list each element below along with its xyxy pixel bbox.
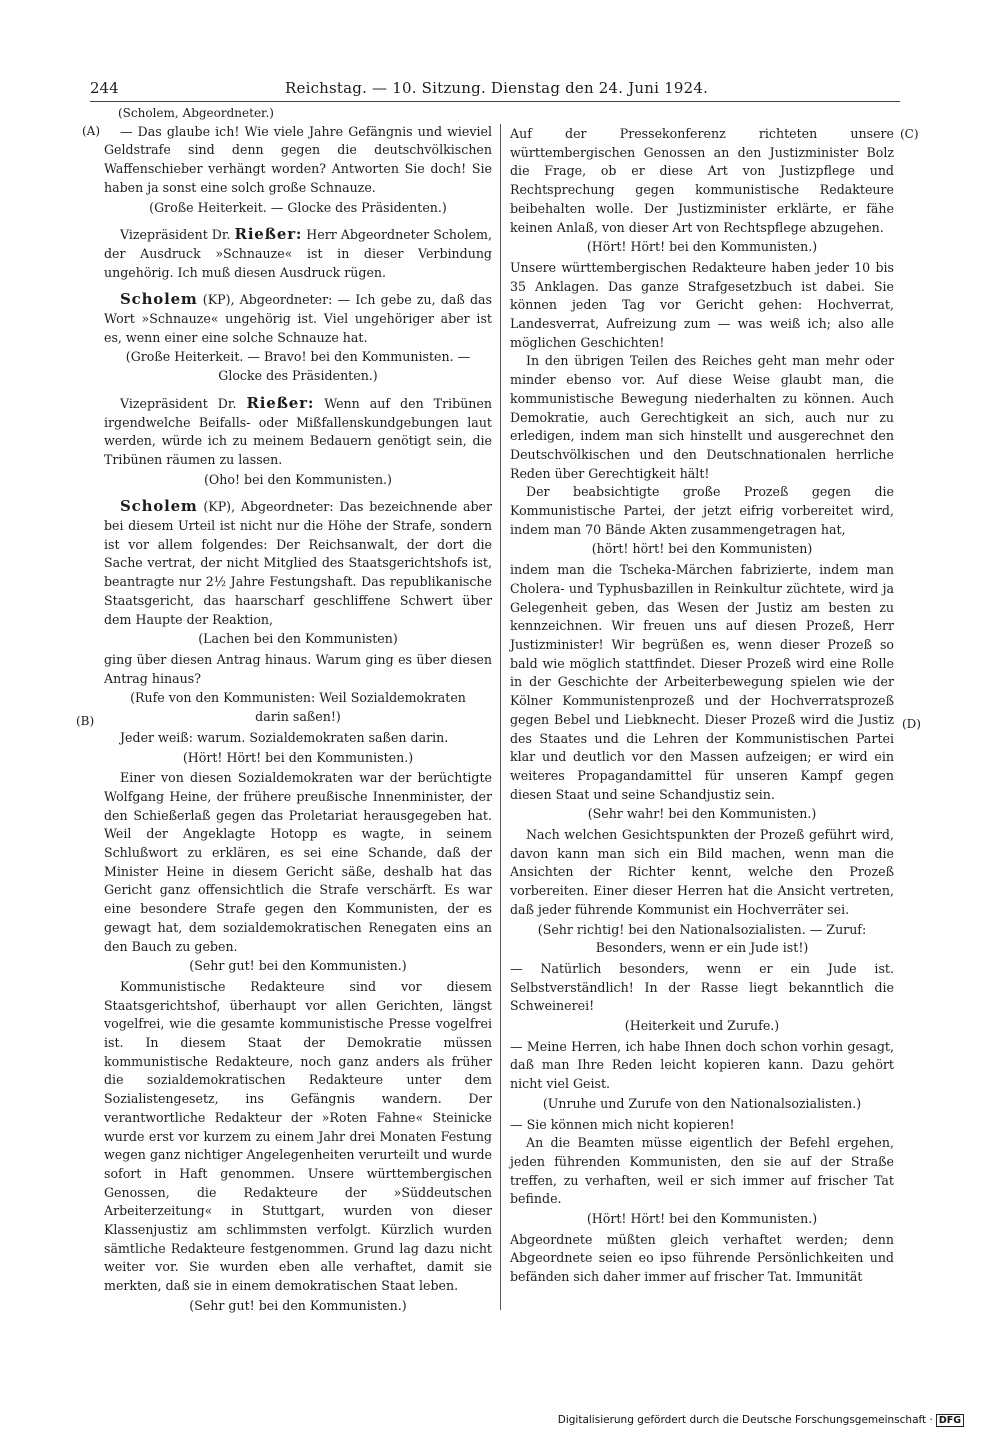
column-divider [500, 124, 501, 1310]
interjection: (Sehr richtig! bei den Nationalsozialisten. — Zuruf: Besonders, wenn er ein Jude ist!) [537, 921, 867, 956]
paragraph: Nach welchen Gesichtspunkten der Prozeß geführt wird, davon kann man sich ein Bild machen, wenn man die Ansichten der Richter kennt, welche den Prozeß vorbereiten. Einer dieser Herren hat die Ansicht vertreten, daß jeder führende Kommunist ein Hochverräter sei. [510, 827, 894, 917]
speech-paragraph [104, 394, 492, 470]
interjection: (Hört! Hört! bei den Kommunisten.) [182, 749, 414, 765]
interjection: (hört! hört! bei den Kommunisten) [591, 541, 813, 557]
speaker-name: Scholem [120, 290, 198, 309]
paragraph: Einer von diesen Sozialdemokraten war der berüchtigte Wolfgang Heine, der frühere preußische Innenminister, der den Schießerlaß gegen das Proletariat herausgegeben hat. Weil der Angeklagte Hotopp es wagte, in seinem Schlußwort zu erklären, es sei eine Schande, daß der Minister Heine in diesem Gericht säße, deshalb hat das Gericht ganz offensichtlich die Strafe verschärft. Es war eine besondere Strafe gegen den Kommunisten, der es gewagt hat, dem sozialdemokratischen Renegaten eins an den Bauch zu geben. [104, 770, 492, 954]
interjection: (Rufe von den Kommunisten: Weil Sozialdemokraten darin saßen!) [130, 690, 466, 725]
interjection: (Sehr gut! bei den Kommunisten.) [189, 1297, 407, 1313]
paragraph: — Das glaube ich! Wie viele Jahre Gefängnis und wieviel Geldstrafe sind denn gegen die deutschvölkischen Waffenschieber verhängt worden? Antworten Sie doch! Sie haben ja sonst eine solch große Schnauze. [104, 123, 492, 195]
speaker-name: Rießer: [246, 393, 315, 412]
interjection: (Unruhe und Zurufe von den Nationalsozialisten.) [542, 1095, 862, 1111]
margin-marker-a: (A) [82, 124, 101, 138]
speech-paragraph [104, 497, 492, 629]
paragraph: Der beabsichtigte große Prozeß gegen die Kommunistische Partei, der jetzt eifrig vorbereitet wird, indem man 70 Bände Akten zusammengetragen hat, [510, 484, 894, 537]
speech-text: (KP), Abgeordneter: — Ich gebe zu, daß das Wort »Schnauze« ungehörig ist. Viel ungehöriger aber ist es, wenn einer eine solche Schnauze hat. [104, 292, 492, 345]
speech-paragraph [104, 225, 492, 282]
paragraph: indem man die Tscheka-Märchen fabrizierte, indem man Cholera- und Typhusbazillen in Reinkultur züchtete, wird ja Gelegenheit geben, das Wesen der Justiz am besten zu kennzeichnen. Wir freuen uns auf diesen Prozeß, Herr Justizminister! Wir begrüßen es, wenn dieser Prozeß so bald wie möglich stattfindet. Dieser Prozeß wird eine Rolle in der Geschichte der Arbeiterbewegung spielen wie der Kölner Kommunistenprozeß und der Hochverratsprozeß gegen Bebel und Liebknecht. Dieser Prozeß wird die Justiz des Staates und die Lehren der Kommunistischen Partei klar und deutlich vor den Massen aufzeigen; er wird ein weiteres Propagandamittel für unseren Kampf gegen diesen Staat und seine Schandjustiz sein. [510, 562, 894, 802]
speaker-name: Scholem [120, 497, 198, 516]
interjection: (Große Heiterkeit. — Bravo! bei den Kommunisten. — Glocke des Präsidenten.) [125, 349, 471, 384]
paragraph: — Sie können mich nicht kopieren! [510, 1116, 735, 1132]
interjection: (Hört! Hört! bei den Kommunisten.) [586, 1211, 818, 1227]
page-header [90, 79, 900, 101]
speaker-name: Rießer: [234, 225, 303, 244]
margin-marker-d: (D) [902, 717, 921, 731]
paragraph: Unsere württembergischen Redakteure haben jeder 10 bis 35 Anklagen. Das ganze Strafgesetzbuch ist dabei. Sie können jeden Tag vor Gericht gehen: Hochverrat, Landesverrat, Aufreizung zum — was weiß ich; also alle möglichen Geschichten! [510, 259, 894, 350]
paragraph: Jeder weiß: warum. Sozialdemokraten saßen darin. [120, 729, 449, 745]
speech-text: Herr Abgeordneter Scholem, der Ausdruck »Schnauze« ist in dieser Verbindung ungehörig. Ich muß diesen Ausdruck rügen. [104, 227, 493, 280]
interjection: (Große Heiterkeit. — Glocke des Präsidenten.) [149, 199, 447, 215]
header-rule [90, 101, 900, 102]
speaker-title: Vizepräsident Dr. [120, 395, 237, 411]
interjection: (Hört! Hört! bei den Kommunisten.) [586, 239, 818, 255]
paragraph: — Natürlich besonders, wenn er ein Jude ist. Selbstverständlich! In der Rasse liegt bekanntlich die Schweinerei! [510, 960, 894, 1014]
speech-text: (KP), Abgeordneter: Das bezeichnende aber bei diesem Urteil ist nicht nur die Höhe der Strafe, sondern ist vor allem folgendes: Der Reichsanwalt, der dort die Sache vertrat, der nicht Mitglied des Staatsgerichtshofs ist, beantragte nur 2½ Jahre Festungshaft. Das republikanische Staatsgericht, das haarscharf geschliffene Schwert über dem Haupte der Reaktion, [104, 499, 492, 627]
paragraph: An die Beamten müsse eigentlich der Befehl ergehen, jeden führenden Kommunisten, den sie auf der Straße treffen, zu verhaften, weil er sich immer auf frischer Tat befinde. [510, 1135, 894, 1207]
interjection: (Lachen bei den Kommunisten) [198, 631, 398, 647]
digitization-footer [558, 1414, 964, 1427]
paragraph: Abgeordnete müßten gleich verhaftet werden; denn Abgeordnete seien eo ipso führende Persönlichkeiten und befänden sich daher immer auf frischer Tat. Immunität [510, 1231, 894, 1285]
footer-text: Digitalisierung gefördert durch die Deutsche Forschungsgemeinschaft · [557, 1414, 933, 1426]
left-column [104, 104, 492, 1318]
continued-speaker: (Scholem, Abgeordneter.) [118, 106, 274, 120]
margin-marker-c: (C) [900, 127, 919, 141]
interjection: (Sehr wahr! bei den Kommunisten.) [587, 806, 817, 822]
right-column [510, 125, 894, 1287]
paragraph: ging über diesen Antrag hinaus. Warum ging es über diesen Antrag hinaus? [104, 651, 492, 686]
paragraph: — Meine Herren, ich habe Ihnen doch schon vorhin gesagt, daß man Ihre Reden leicht kopieren kann. Dazu gehört nicht viel Geist. [510, 1038, 894, 1092]
page-number: 244 [90, 79, 119, 97]
speech-text: Wenn auf den Tribünen irgendwelche Beifalls- oder Mißfallenskundgebungen laut werden, würde ich zu meinem Bedauern genötigt sein, die Tribünen räumen zu lassen. [104, 395, 492, 467]
interjection: (Oho! bei den Kommunisten.) [204, 471, 392, 487]
paragraph: Auf der Pressekonferenz richteten unsere württembergischen Genossen an den Justizminister Bolz die Frage, ob er diese Art von Justizpflege und Rechtsprechung gegen kommunistische Redakteure beibehalten wolle. Der Justizminister erklärte, er fähe keinen Anlaß, von dieser Art von Rechtspflege abzugehen. [510, 126, 894, 235]
running-head: Reichstag. — 10. Sitzung. Dienstag den 24. Juni 1924. [285, 79, 709, 97]
margin-marker-b: (B) [76, 714, 95, 728]
speaker-title: Vizepräsident Dr. [120, 227, 231, 243]
paragraph: In den übrigen Teilen des Reiches geht man mehr oder minder ebenso vor. Auf diese Weise glaubt man, die kommunistische Bewegung niederhalten zu können. Auch Demokratie, auch Gerechtigkeit an sich, auch nur zu erledigen, indem man sich hinstellt und ausgerechnet den Deutschvölkischen und den Deutschnationalen herrliche Reden über Gerechtigkeit hält! [510, 353, 894, 481]
dfg-logo: DFG [936, 1414, 964, 1427]
speech-paragraph [104, 290, 492, 347]
interjection: (Heiterkeit und Zurufe.) [624, 1018, 780, 1034]
interjection: (Sehr gut! bei den Kommunisten.) [189, 958, 407, 974]
paragraph: Kommunistische Redakteure sind vor diesem Staatsgerichtshof, überhaupt vor allen Gerichten, längst vogelfrei, wie die gesamte kommunistische Presse vogelfrei ist. In diesem Staat der Demokratie müssen kommunistische Redakteure, noch ganz anders als früher die sozialdemokratischen Redakteure unter dem Sozialistengesetz, ins Gefängnis wandern. Der verantwortliche Redakteur der »Roten Fahne« Steinicke wurde erst vor kurzem zu einem Jahr drei Monaten Festung wegen ganz nichtiger Angelegenheiten verurteilt und wurde sofort in Haft genommen. Unsere württembergischen Genossen, die Redakteure der »Süddeutschen Arbeiterzeitung« in Stuttgart, wurden von dieser Klassenjustiz am schlimmsten verfolgt. Kürzlich wurden sämtliche Redakteure festgenommen. Grund lag dazu nicht weiter vor. Sie wurden eben alle verhaftet, damit sie merkten, daß sie in einem demokratischen Staat leben. [104, 978, 492, 1294]
